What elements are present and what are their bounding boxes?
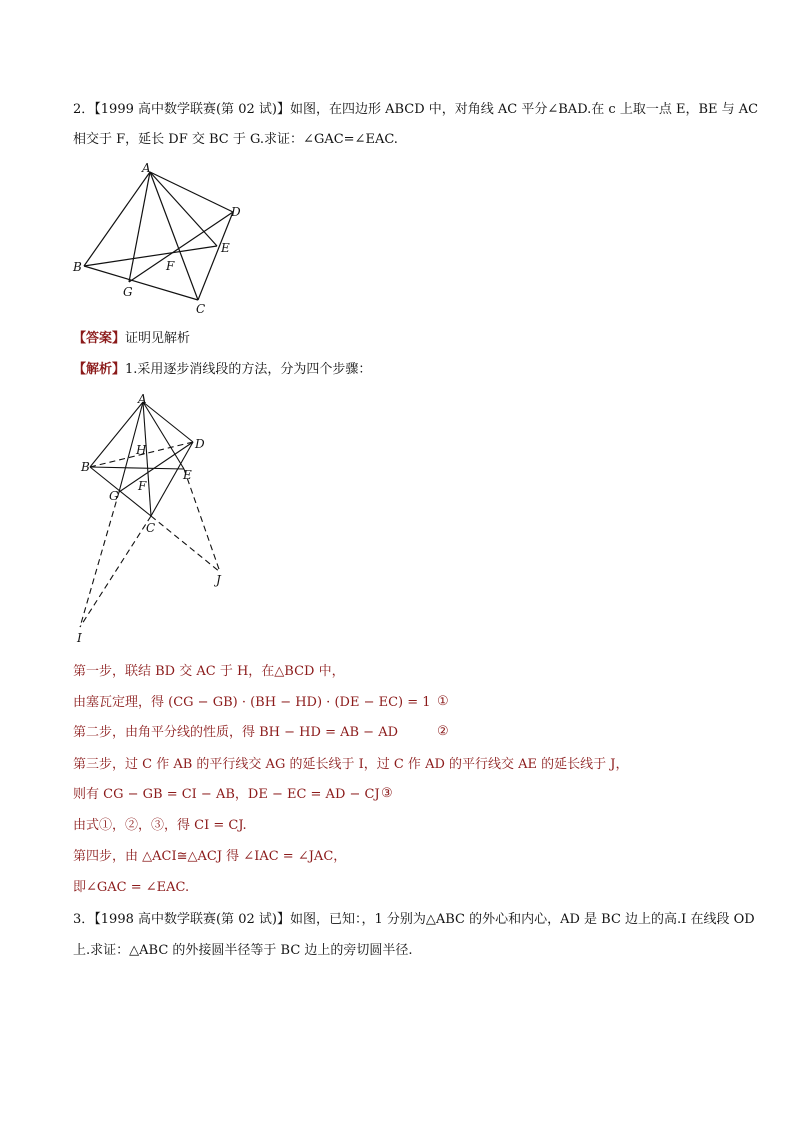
fig2-label-e: E <box>183 468 192 482</box>
step-3-line: 第三步，过 C 作 AB 的平行线交 AG 的延长线于 I，过 C 作 AD 的平行线交 AE 的延长线于 J， <box>73 757 629 772</box>
step-4-line: 第四步，由 △ACI≅△ACJ 得 ∠IAC = ∠JAC， <box>73 849 347 864</box>
step-1-ceva-line: 由塞瓦定理，得 (CG − GB) · (BH − HD) · (DE − EC) = 1 <box>73 695 431 710</box>
fig2-label-d: D <box>195 437 205 451</box>
fig1-label-d: D <box>231 205 241 219</box>
fig2-label-g: G <box>109 489 119 503</box>
analysis-tag: 【解析】 <box>73 362 126 377</box>
fig2-label-h: H <box>136 443 147 457</box>
problem-3-statement-line-2: 上.求证：△ABC 的外接圆半径等于 BC 边上的旁切圆半径. <box>73 943 413 958</box>
fig1-label-f: F <box>166 259 175 273</box>
answer-line <box>73 330 190 348</box>
equation-marker-2: ② <box>437 724 449 739</box>
conclusion-line: 即∠GAC = ∠EAC. <box>73 880 190 895</box>
problem-2-statement-line-2: 相交于 F，延长 DF 交 BC 于 G.求证：∠GAC=∠EAC. <box>73 132 398 147</box>
answer-tag: 【答案】 <box>73 331 126 346</box>
equation-marker-3: ③ <box>381 786 393 801</box>
analysis-line <box>73 361 371 379</box>
fig2-label-a: A <box>138 392 147 406</box>
step-2-line: 第二步，由角平分线的性质，得 BH − HD = AB − AD <box>73 725 399 740</box>
quadrilateral-figure <box>70 160 250 320</box>
fig2-label-i: I <box>77 631 82 645</box>
problem-2-statement-line-1: 2．【1999 高中数学联赛(第 02 试)】如图，在四边形 ABCD 中，对角线 AC 平分∠BAD.在 c 上取一点 E，BE 与 AC <box>73 102 759 117</box>
answer-text: 证明见解析 <box>125 331 191 346</box>
fig1-label-g: G <box>123 285 133 299</box>
equation-marker-1: ① <box>437 694 449 709</box>
construction-figure <box>75 392 245 647</box>
fig2-label-j: J <box>216 573 221 587</box>
fig2-label-f: F <box>138 479 147 493</box>
fig2-label-c: C <box>146 521 156 535</box>
step-1-line: 第一步，联结 BD 交 AC 于 H，在△BCD 中， <box>73 664 345 679</box>
problem-3-statement-line-1: 3．【1998 高中数学联赛(第 02 试)】如图，已知：，1 分别为△ABC 的外心和内心，AD 是 BC 边上的高.I 在线段 OD <box>73 912 755 927</box>
fig1-label-a: A <box>142 161 151 175</box>
fig1-label-b: B <box>73 260 82 274</box>
step-3-result-line: 则有 CG − GB = CI − AB，DE − EC = AD − CJ <box>73 787 380 802</box>
fig1-label-c: C <box>196 302 206 316</box>
fig2-label-b: B <box>81 460 90 474</box>
analysis-text: 1.采用逐步消线段的方法，分为四个步骤： <box>125 362 372 377</box>
fig1-label-e: E <box>221 241 230 255</box>
combine-line: 由式①，②，③，得 CI = CJ. <box>73 818 247 833</box>
